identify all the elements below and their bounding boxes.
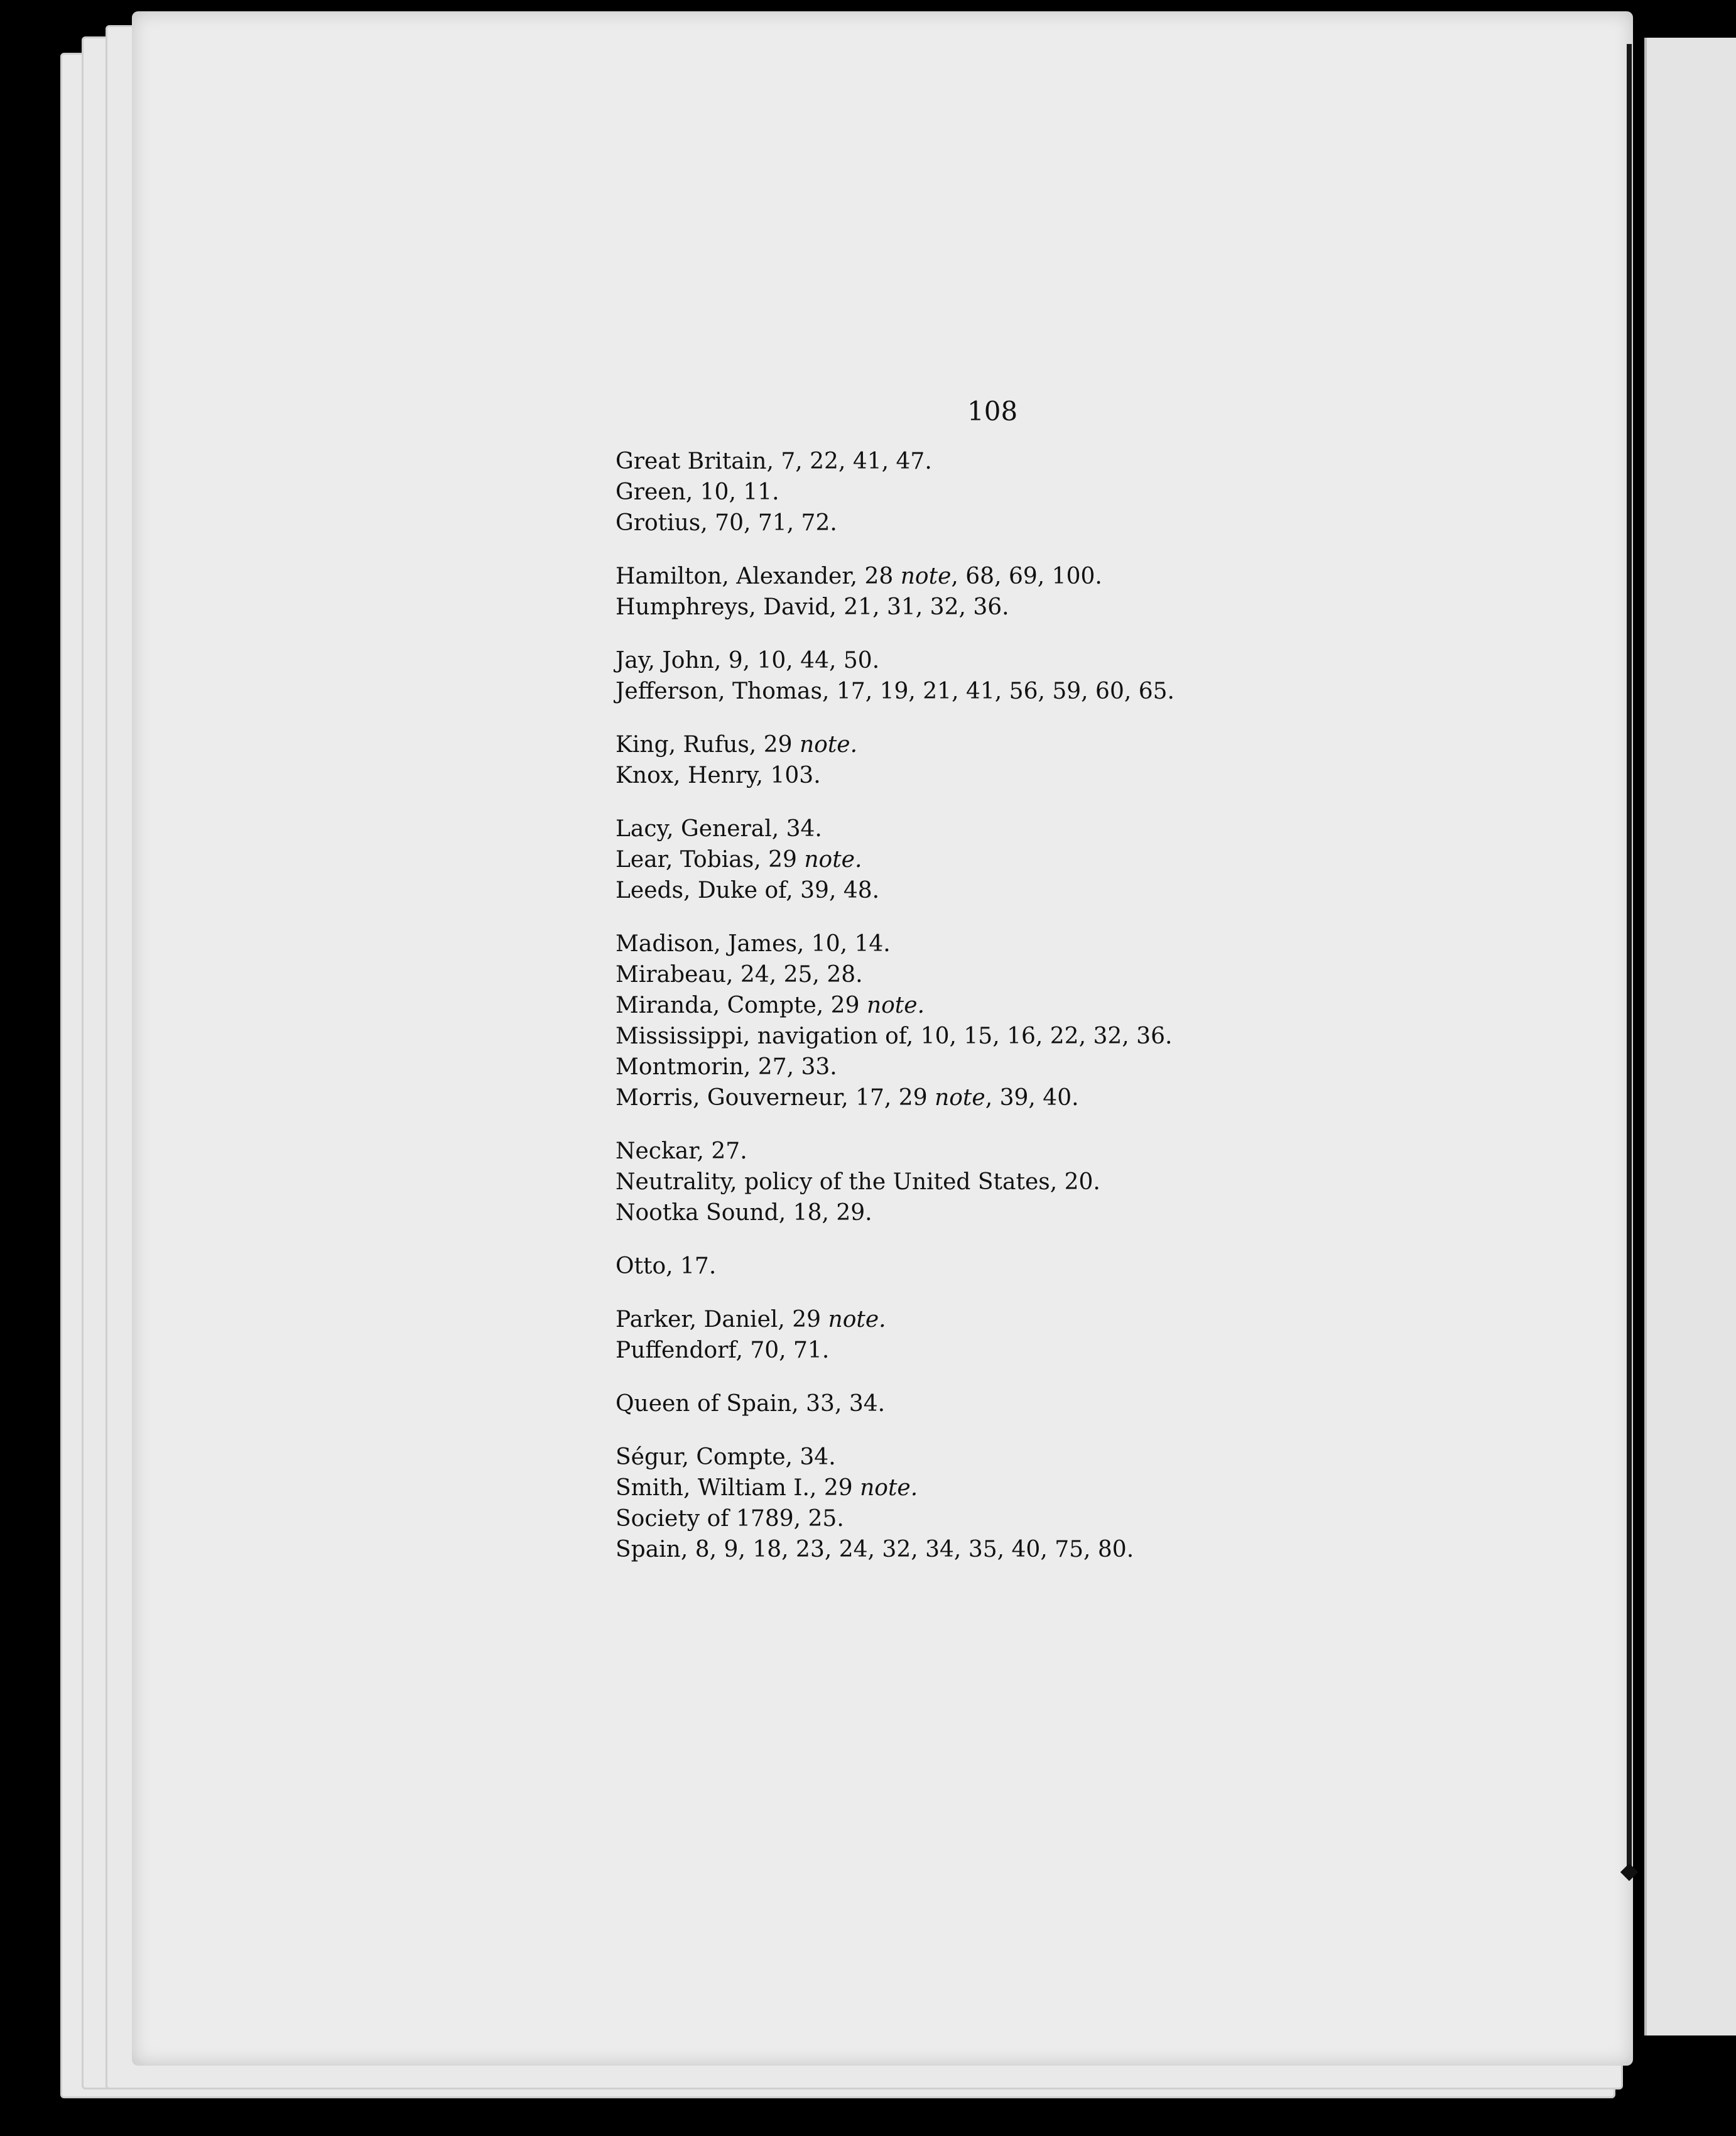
index-entry <box>616 561 1526 592</box>
entry-text: Madison, James, 10, 14. <box>616 931 891 957</box>
entry-pages: , 39, 40. <box>985 1085 1079 1111</box>
index-entry <box>616 959 1526 990</box>
index-group <box>616 1136 1526 1228</box>
entry-text: Grotius, 70, 71, 72. <box>616 510 837 536</box>
index-group <box>616 929 1526 1113</box>
index-group <box>616 1251 1526 1282</box>
entry-text: Society of 1789, 25. <box>616 1506 844 1532</box>
entry-text: Leeds, Duke of, 39, 48. <box>616 878 880 903</box>
index-entry <box>616 1021 1526 1052</box>
index-entry <box>616 760 1526 791</box>
entry-text: Miranda, Compte, 29 <box>616 993 867 1018</box>
entry-text: Jefferson, Thomas, 17, 19, 21, 41, 56, 59, 60, 65. <box>616 678 1175 704</box>
entry-text: Great Britain, 7, 22, 41, 47. <box>616 449 932 474</box>
index-entry <box>616 1052 1526 1082</box>
index-entry <box>616 446 1526 477</box>
index-entry <box>616 1503 1526 1534</box>
entry-text: Queen of Spain, 33, 34. <box>616 1391 886 1417</box>
entry-note: note <box>900 564 952 589</box>
index-group <box>616 561 1526 623</box>
entry-text: Otto, 17. <box>616 1253 717 1279</box>
index-entry <box>616 1251 1526 1282</box>
entry-text: Mississippi, navigation of, 10, 15, 16, 22, 32, 36. <box>616 1023 1173 1049</box>
index-entry <box>616 729 1526 760</box>
entry-text: Parker, Daniel, 29 <box>616 1307 828 1332</box>
index-group <box>616 1388 1526 1419</box>
binding-line <box>1627 44 1632 1878</box>
index-entry <box>616 645 1526 676</box>
entry-text: Nootka Sound, 18, 29. <box>616 1200 872 1226</box>
entry-note: note. <box>828 1307 886 1332</box>
entry-text: Spain, 8, 9, 18, 23, 24, 32, 34, 35, 40, 75, 80. <box>616 1537 1134 1562</box>
index-entry <box>616 508 1526 538</box>
index-entry <box>616 477 1526 508</box>
index-entry <box>616 1136 1526 1167</box>
index-entry <box>616 1304 1526 1335</box>
index-entry <box>616 1442 1526 1473</box>
entry-text: Knox, Henry, 103. <box>616 763 821 788</box>
entry-text: Lear, Tobias, 29 <box>616 847 805 873</box>
index-group <box>616 645 1526 707</box>
index-entry <box>616 929 1526 959</box>
index-group <box>616 1442 1526 1565</box>
entry-text: Neckar, 27. <box>616 1138 747 1164</box>
entry-note: note. <box>860 1475 918 1501</box>
entry-note: note <box>935 1085 985 1111</box>
index-group <box>616 446 1526 538</box>
entry-text: Morris, Gouverneur, 17, 29 <box>616 1085 935 1111</box>
entry-text: Jay, John, 9, 10, 44, 50. <box>616 648 880 673</box>
entry-text: Ségur, Compte, 34. <box>616 1444 836 1470</box>
index-group <box>616 814 1526 906</box>
index-entry <box>616 844 1526 875</box>
index-entry <box>616 990 1526 1021</box>
index-entry <box>616 1388 1526 1419</box>
entry-text: Neutrality, policy of the United States, 20. <box>616 1169 1100 1195</box>
index-group <box>616 1304 1526 1366</box>
entry-text: Puffendorf, 70, 71. <box>616 1338 830 1363</box>
index-entry <box>616 1197 1526 1228</box>
index-group <box>616 729 1526 791</box>
entry-note: note. <box>799 732 858 758</box>
entry-text: Lacy, General, 34. <box>616 816 822 842</box>
entry-note: note. <box>804 847 862 873</box>
index-entry <box>616 1167 1526 1197</box>
index-entry <box>616 592 1526 623</box>
index-entry <box>616 676 1526 707</box>
adjacent-page <box>1644 38 1736 2035</box>
index-entry <box>616 814 1526 844</box>
index-entry <box>616 1473 1526 1503</box>
entry-text: Hamilton, Alexander, 28 <box>616 564 901 589</box>
entry-text: Smith, Wiltiam I., 29 <box>616 1475 860 1501</box>
entry-text: Montmorin, 27, 33. <box>616 1054 837 1080</box>
entry-text: Humphreys, David, 21, 31, 32, 36. <box>616 594 1009 620</box>
index-entry <box>616 875 1526 906</box>
entry-note: note. <box>866 993 925 1018</box>
page-number: 108 <box>967 396 1018 427</box>
entry-text: King, Rufus, 29 <box>616 732 800 758</box>
entry-text: Green, 10, 11. <box>616 479 779 505</box>
index-entry <box>616 1335 1526 1366</box>
entry-pages: , 68, 69, 100. <box>951 564 1102 589</box>
index-list <box>616 446 1526 1565</box>
index-entry <box>616 1082 1526 1113</box>
entry-text: Mirabeau, 24, 25, 28. <box>616 962 863 988</box>
index-entry <box>616 1534 1526 1565</box>
